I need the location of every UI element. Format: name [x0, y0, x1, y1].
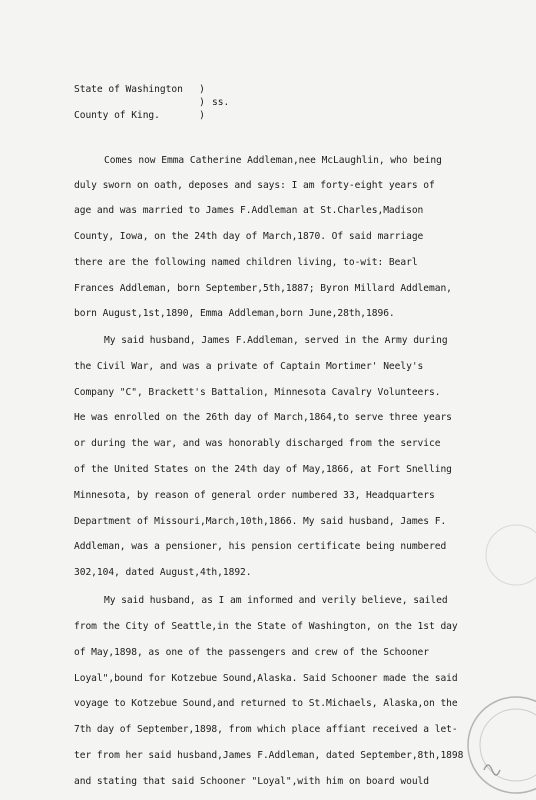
caption-county: County of King.	[74, 110, 160, 121]
body-line: Frances Addleman, born September,5th,1887; Byron Millard Addleman,	[74, 283, 452, 294]
body-line: or during the war, and was honorably discharged from the service	[74, 438, 441, 449]
body-line: born August,1st,1890, Emma Addleman,born June,28th,1896.	[74, 308, 395, 319]
body-line: County, Iowa, on the 24th day of March,1870. Of said marriage	[74, 231, 424, 242]
caption-brace-mid: )	[199, 97, 206, 108]
body-line: Comes now Emma Catherine Addleman,nee McLaughlin, who being	[104, 155, 442, 166]
caption-state: State of Washington	[74, 84, 183, 95]
body-line: age and was married to James F.Addleman at St.Charles,Madison	[74, 205, 424, 216]
body-line: of May,1898, as one of the passengers and crew of the Schooner	[74, 647, 430, 658]
body-line: from the City of Seattle,in the State of Washington, on the 1st day	[74, 621, 458, 632]
caption-brace-top: )	[199, 84, 206, 95]
body-line: Addleman, was a pensioner, his pension certificate being numbered	[74, 541, 447, 552]
received-stamp	[456, 690, 536, 800]
body-line: My said husband, as I am informed and verily believe, sailed	[104, 595, 448, 606]
body-line: the Civil War, and was a private of Captain Mortimer' Neely's	[74, 361, 424, 372]
body-line: ter from her said husband,James F.Addleman, dated September,8th,1898	[74, 750, 464, 761]
body-line: Department of Missouri,March,10th,1866. My said husband, James F.	[74, 516, 447, 527]
body-line: voyage to Kotzebue Sound,and returned to St.Michaels, Alaska,on the	[74, 698, 458, 709]
body-line: Company "C", Brackett's Battalion, Minnesota Cavalry Volunteers.	[74, 387, 441, 398]
body-line: of the United States on the 24th day of May,1866, at Fort Snelling	[74, 464, 452, 475]
body-line: and stating that said Schooner "Loyal",with him on board would	[74, 776, 430, 787]
body-line: there are the following named children living, to-wit: Bearl	[74, 257, 418, 268]
body-line: Minnesota, by reason of general order numbered 33, Headquarters	[74, 490, 435, 501]
faint-stamp	[466, 520, 536, 590]
body-line: 302,104, dated August,4th,1892.	[74, 567, 252, 578]
body-line: He was enrolled on the 26th day of March,1864,to serve three years	[74, 412, 452, 423]
body-line: My said husband, James F.Addleman, served in the Army during	[104, 335, 448, 346]
body-line: Loyal",bound for Kotzebue Sound,Alaska. Said Schooner made the said	[74, 673, 458, 684]
body-line: duly sworn on oath, deposes and says: I am forty-eight years of	[74, 180, 435, 191]
body-line: 7th day of September,1898, from which place affiant received a let-	[74, 724, 458, 735]
caption-brace-bottom: )	[199, 110, 206, 121]
caption-ss: ss.	[212, 97, 230, 108]
